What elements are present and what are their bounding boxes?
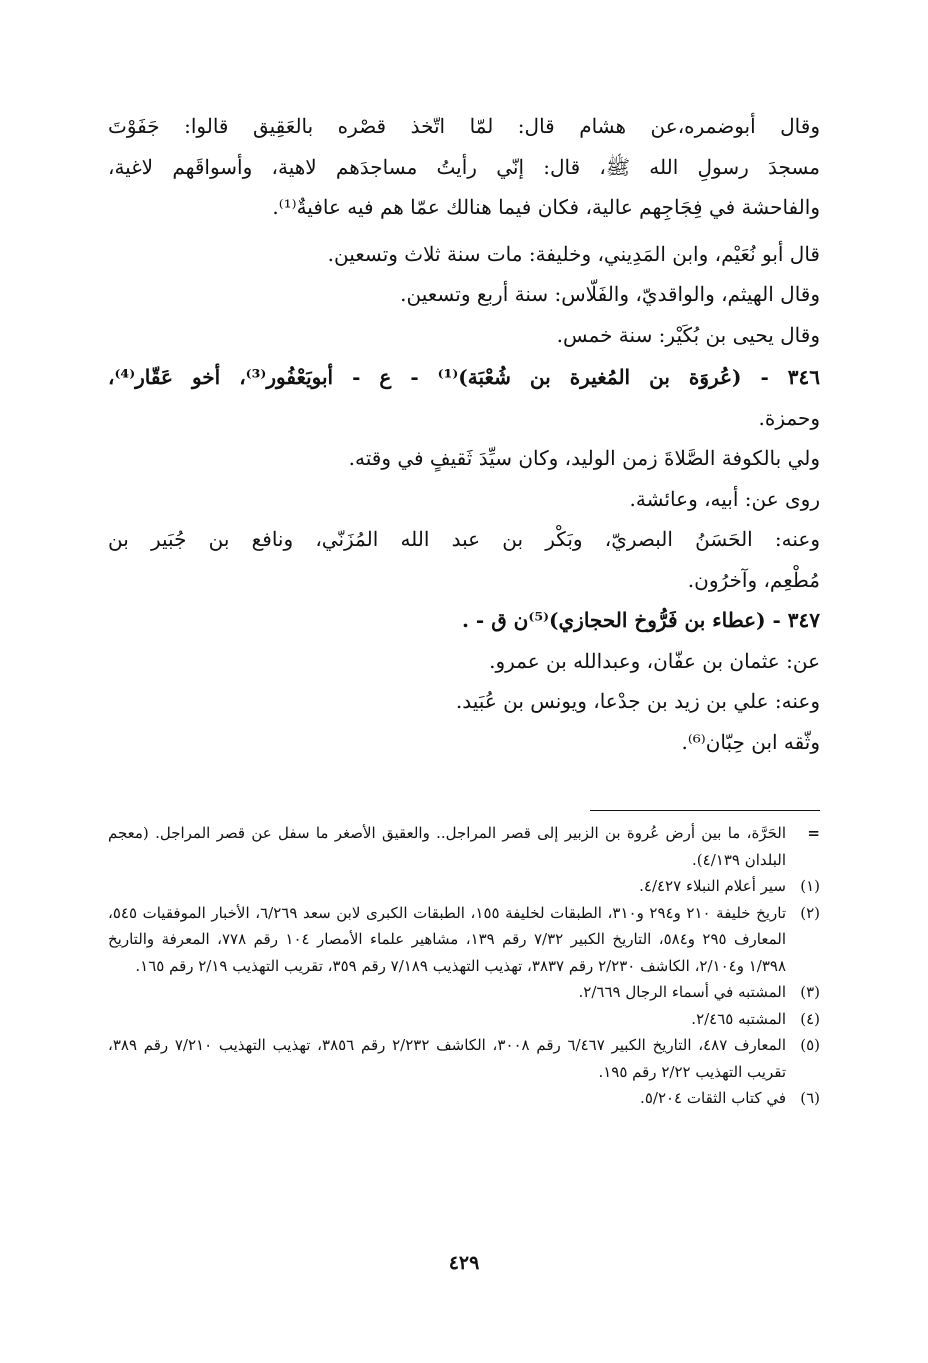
- entry-heading: ٣٤٦ - (عُروَة بن المُغيرة بن شُعْبَة)⁽¹⁾ - ع - أبويَعْفُور⁽³⁾، أخو عَقّار⁽⁴⁾،: [108, 365, 820, 389]
- footnote-text: تاريخ خليفة ٢١٠ و٢٩٤ و٣١٠، الطبقات لخليفة ١٥٥، الطبقات الكبرى لابن سعد ٦/٢٦٩، الأخبار الموفقيات ٥٤٥، المعارف ٢٩٥ و٥٨٤، التاريخ الكبير ٧/٣٢ رقم ١٣٩، مشاهير علماء الأمصار ١٠٤ رقم ٧٧٨، المعرفة والتاريخ ١/٣٩٨ و٢/١٠٤، الكاشف ٢/٢٣٠ رقم ٣٨٣٧، تهذيب التهذيب ٧/١٨٩ رقم ٣٥٩، تقريب التهذيب ٢/١٩ رقم ١٦٥.: [108, 903, 787, 975]
- text-line: والفاحشة في فِجَاجِهم عالية، فكان فيما هنالك عمّا هم فيه عافيةٌ⁽¹⁾.: [272, 195, 820, 219]
- footnote-text: في كتاب الثقات ٥/٢٠٤.: [640, 1089, 786, 1107]
- main-text: [108, 106, 820, 762]
- footnote-item: [108, 979, 820, 1006]
- footnote-text: سير أعلام النبلاء ٤/٤٢٧.: [639, 877, 786, 895]
- footnote-text: الحَرَّة، ما بين أرض عُروة بن الزبير إلى قصر المراجل.. والعقيق الأصغر ما سفل عن قصر المراجل. (معجم البلدان ٤/١٣٩).: [108, 824, 786, 869]
- footnote-number: (٥): [800, 1036, 820, 1054]
- footnote-text: المعارف ٤٨٧، التاريخ الكبير ٦/٤٦٧ رقم ٣٠٠٨، الكاشف ٢/٢٣٢ رقم ٣٨٥٦، تهذيب التهذيب ٧/٢١٠ رقم ٣٨٩، تقريب التهذيب ٢/٢٢ رقم ١٩٥.: [108, 1036, 787, 1081]
- footnote-item: [108, 1085, 820, 1112]
- footnote-number: (٦): [800, 1089, 820, 1107]
- footnote-item: [108, 820, 820, 873]
- footnote-divider: [590, 810, 820, 811]
- footnote-text: المشتبه في أسماء الرجال ٢/٦٦٩.: [578, 983, 786, 1001]
- footnote-number: (٢): [800, 903, 820, 922]
- text-line: وثّقه ابن حِبّان⁽⁶⁾.: [681, 729, 820, 754]
- entry-heading: ٣٤٧ - (عطاء بن فَرُّوخ الحجازي)⁽⁵⁾ن ق - .: [462, 608, 820, 632]
- footnote-item: [108, 1006, 820, 1033]
- text-line: عن: عثمان بن عفّان، وعبدالله بن عمرو.: [489, 648, 820, 673]
- footnote-number: (١): [800, 877, 820, 895]
- text-line: روى عن: أبيه، وعائشة.: [629, 486, 820, 511]
- text-line: مسجدَ رسولِ الله ﷺ، قال: إنّي رأيتُ مساجدَهم لاهية، وأسواقَهم لاغية،: [108, 154, 821, 179]
- footnote-number: =: [807, 824, 820, 842]
- text-line: مُطْعِم، وآخرُون.: [687, 567, 820, 592]
- text-line: وحمزة.: [758, 405, 820, 430]
- text-line: وقال الهيثم، والواقديّ، والفَلّاس: سنة أربع وتسعين.: [400, 282, 820, 306]
- footnote-item: [108, 1032, 820, 1085]
- text-line: وقال أبوضمره،عن هشام قال: لمّا اتّخذ قصْره بالعَقِيق قالوا: جَفَوْتَ: [108, 114, 820, 138]
- text-line: وعنه: الحَسَنُ البصريّ، وبَكْر بن عبد الله المُزَنّي، ونافع بن جُبَير بن: [108, 527, 820, 551]
- footnote-item: [108, 873, 820, 900]
- footnote-number: (٣): [800, 983, 820, 1001]
- footnote-item: [108, 900, 820, 980]
- text-line: قال أبو نُعَيْم، وابن المَدِيني، وخليفة: مات سنة ثلاث وتسعين.: [327, 241, 820, 266]
- text-line: وعنه: علي بن زيد بن جدْعا، ويونس بن عُبَيد.: [455, 689, 820, 713]
- text-line: وقال يحيى بن بُكَيْر: سنة خمس.: [556, 322, 820, 347]
- footnotes: [108, 820, 820, 1112]
- footnote-number: (٤): [800, 1009, 820, 1028]
- page-number: ٤٢٩: [448, 1252, 480, 1274]
- footnote-text: المشتبه ٢/٤٦٥.: [691, 1009, 786, 1028]
- text-line: ولي بالكوفة الصَّلاةَ زمن الوليد، وكان سيِّدَ ثَقيفٍ في وقته.: [348, 446, 820, 470]
